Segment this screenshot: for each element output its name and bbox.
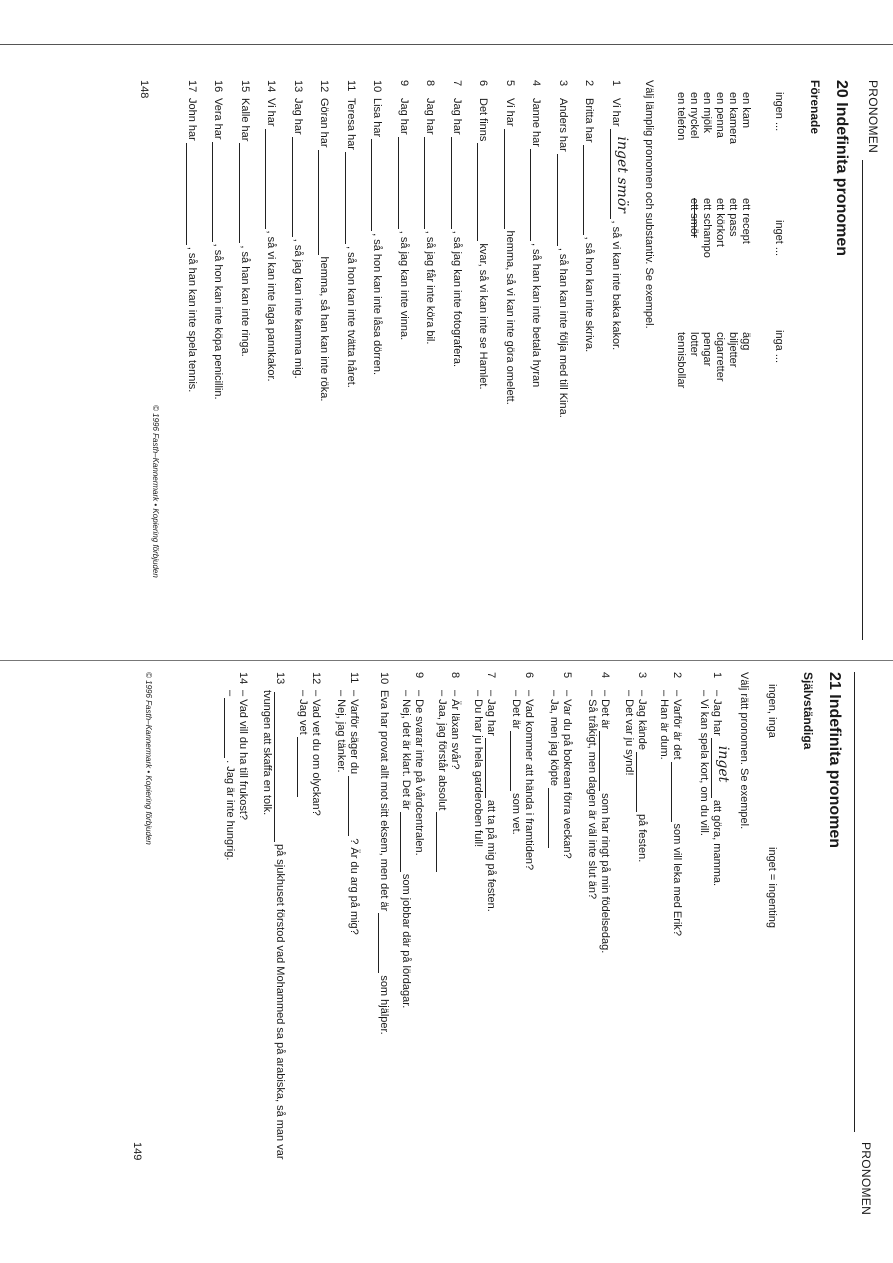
answer-blank[interactable]: [671, 762, 683, 822]
item-number: 12: [318, 80, 331, 93]
item-line-a: – Jag har: [711, 690, 723, 736]
page-148: [60, 80, 880, 640]
item-number: 16: [212, 80, 225, 93]
item-suffix: , så han kan inte ringa.: [239, 245, 251, 357]
answer-blank[interactable]: [510, 731, 522, 791]
item-suffix: , så jag kan inte kamma mig.: [292, 238, 304, 379]
item-line-c: – Jaa, jag förstår absolut: [436, 690, 448, 811]
item-line-c: – Det är: [510, 690, 522, 730]
answer-blank[interactable]: [378, 913, 390, 973]
item-number: 13: [292, 80, 304, 93]
item-number: 8: [449, 672, 461, 679]
item-line-a: – Vad vill du ha till frukost?: [237, 690, 249, 821]
exercise-row: [348, 672, 360, 935]
item-number: 8: [424, 80, 437, 87]
item-line-b: att göra, mamma.: [711, 799, 723, 887]
answer-blank[interactable]: [599, 731, 611, 791]
answer-blank[interactable]: [345, 152, 357, 244]
exercise-row-line2: [335, 672, 347, 773]
item-suffix: , så jag kan inte vinna.: [398, 230, 410, 341]
item-suffix: , så hon kan inte köpa penicillin.: [212, 243, 225, 400]
item-suffix: hemma, så han kan inte röka.: [318, 256, 331, 402]
item-line-b: att ta på mig på festen.: [485, 799, 497, 912]
list-item: en telefon: [675, 92, 687, 141]
item-line-a: – De svarar inte på vårdcentralen.: [413, 690, 425, 856]
item-line-a: – Det är: [599, 690, 611, 730]
item-line-c: – Jag vet: [297, 690, 309, 735]
exercise-row: [345, 80, 357, 388]
item-line-a: – Varför säger du: [348, 690, 360, 775]
item-line-c: – Så tråkigt, men dagen är väl inte slut än?: [586, 690, 598, 900]
noun-list-en: [674, 92, 752, 144]
item-number: 3: [636, 672, 648, 679]
item-number: 17: [186, 80, 198, 93]
item-prefix: Anders har: [557, 98, 569, 152]
item-prefix: Göran har: [318, 98, 331, 148]
item-number: 14: [237, 672, 249, 685]
exercise-row: [237, 672, 249, 820]
exercise-row-line2: [400, 672, 412, 1008]
item-line-a: – Är läxan svår?: [449, 690, 461, 770]
exercise-subtitle: Självständiga: [801, 672, 815, 750]
exercise-row-line2: [698, 672, 710, 836]
item-line-c: – Vi kan spela kort, om du vill.: [698, 690, 710, 836]
exercise-row: [292, 80, 304, 379]
item-line-b: på sjukhuset förstod vad Mohammed sa på arabiska, så man var: [274, 844, 286, 1160]
list-item: cigarretter: [714, 332, 726, 382]
item-number: 4: [599, 672, 611, 679]
list-item: en penna: [714, 92, 726, 138]
answer-blank[interactable]: [348, 776, 360, 836]
exercise-row-line2: [586, 672, 598, 899]
list-item: ett körkort: [714, 198, 726, 247]
answer-blank[interactable]: [274, 692, 286, 842]
answer-blank[interactable]: [239, 143, 251, 243]
item-line-c: – Det var ju synd!: [623, 690, 635, 776]
answer-blank[interactable]: [186, 143, 198, 245]
item-line-b: som vill leka med Erik?: [671, 823, 683, 936]
item-line-c: – Nej, det är klart. Det är: [400, 690, 412, 810]
item-number: 9: [398, 80, 410, 87]
answer-blank[interactable]: [372, 139, 384, 231]
list-item: en kamera: [727, 92, 739, 144]
copyright-footer: © 1996 Fasth–Kannermark • Kopiering förbjuden: [151, 405, 160, 578]
item-prefix: Jag har: [451, 98, 463, 135]
column-head-2: inget ...: [773, 220, 785, 257]
item-number: 15: [239, 80, 251, 93]
answer-blank[interactable]: [451, 137, 463, 229]
item-line-c: – Nej, jag tänker.: [335, 690, 347, 773]
exercise-row-line2: [436, 672, 448, 874]
page-header: PRONOMEN: [859, 1142, 873, 1216]
noun-list-plural: [674, 332, 752, 388]
exercise-row: [413, 672, 425, 856]
exercise-row-line2: [658, 672, 670, 760]
answer-blank[interactable]: [224, 698, 236, 758]
item-prefix: Det finns: [477, 98, 490, 142]
exercise-subtitle: Förenade: [808, 80, 822, 135]
noun-list-ett: [687, 198, 752, 258]
exercise-row-line2: [472, 672, 484, 847]
exercise-row: [372, 80, 384, 375]
exercise-row: [274, 672, 286, 1160]
exercise-row-line2: [297, 672, 309, 799]
list-item: ett recept: [740, 198, 752, 244]
answer-blank[interactable]: [292, 137, 304, 237]
exercise-row: [504, 80, 516, 405]
exercise-row: [610, 80, 630, 351]
item-prefix: John har: [186, 98, 198, 141]
item-number: 3: [557, 80, 569, 87]
exercise-row: [239, 80, 251, 357]
list-item: tennisbollar: [675, 332, 687, 389]
answer-blank[interactable]: [213, 142, 225, 242]
header-rule: [862, 160, 863, 640]
answer-blank[interactable]: [711, 738, 731, 798]
list-item: ett schampo: [701, 198, 713, 258]
handwritten-answer: inget: [715, 745, 731, 783]
exercise-row: [378, 672, 390, 1035]
item-number: 5: [561, 672, 573, 679]
handwritten-answer: inget smör: [614, 136, 630, 213]
answer-blank[interactable]: [636, 752, 648, 812]
exercise-row: [531, 80, 543, 387]
item-prefix: Kalle har: [239, 98, 251, 142]
instruction: Välj lämplig pronomen och substantiv. Se exempel.: [643, 80, 655, 329]
item-line-b: på festen.: [636, 813, 648, 863]
scan-edge-top: [0, 44, 893, 45]
item-line-d: som jobbar där på lördagar.: [400, 873, 412, 1009]
item-suffix: , så vi kan inte laga pannkakor.: [265, 230, 278, 382]
exercise-row: [584, 80, 596, 352]
item-line-c: – Ja, men jag köpte: [548, 690, 560, 787]
exercise-row: [310, 672, 322, 816]
item-prefix: Vi har: [265, 98, 278, 127]
item-number: 9: [413, 672, 425, 679]
item-prefix: Vi har: [504, 98, 516, 127]
item-line-c: tvungen att skaffa en tolk.: [261, 690, 273, 816]
exercise-row-line2: [510, 672, 522, 835]
exercise-row: [266, 80, 278, 382]
exercise-row: [636, 672, 648, 862]
copyright-footer: © 1996 Fasth–Kannermark • Kopiering förbjuden: [144, 672, 153, 845]
item-suffix: , så hon kan inte skriva.: [583, 236, 596, 353]
item-line-c: –: [224, 690, 236, 697]
item-suffix: kvar, så vi kan inte se Hamlet.: [477, 243, 490, 390]
exercise-row: [478, 80, 490, 390]
item-number: 2: [583, 80, 596, 87]
answer-blank[interactable]: [557, 154, 569, 246]
exercise-row: [671, 672, 683, 936]
answer-blank[interactable]: [400, 812, 412, 872]
list-item: en nyckel: [688, 92, 700, 139]
item-line-a: – Vad vet du om olyckan?: [310, 690, 322, 816]
exercise-row: [186, 80, 198, 392]
column-head-3: inga ...: [773, 330, 785, 364]
item-prefix: Teresa har: [345, 98, 357, 150]
item-prefix: Britta har: [583, 98, 596, 143]
column-head-2: inget = ingenting: [766, 847, 778, 929]
exercise-row: [425, 80, 437, 344]
item-line-d: som vet.: [510, 793, 522, 835]
answer-blank[interactable]: [610, 129, 630, 219]
answer-blank[interactable]: [531, 149, 543, 241]
item-suffix: , så jag kan inte fotografera.: [451, 230, 463, 368]
item-number: 6: [523, 672, 535, 679]
exercise-row-line2: [548, 672, 560, 850]
list-item: lotter: [688, 332, 700, 357]
item-prefix: Janne har: [530, 98, 543, 147]
item-line-b: som hjälper.: [378, 975, 390, 1035]
item-line-d: . Jag är inte hungrig.: [224, 760, 236, 861]
item-line-b: ? Är du arg på mig?: [348, 838, 360, 935]
answer-blank[interactable]: [425, 137, 437, 229]
item-suffix: , så han kan inte betala hyran: [530, 242, 543, 388]
item-prefix: Vi har: [610, 98, 622, 127]
item-suffix: , så han kan inte följa med till Kina.: [557, 247, 569, 418]
exercise-title: 20 Indefinita pronomen: [833, 80, 850, 257]
item-number: 12: [310, 672, 322, 685]
list-item: biljetter: [727, 332, 739, 368]
item-number: 1: [711, 672, 723, 679]
item-suffix: , så han kan inte spela tennis.: [186, 246, 198, 393]
item-suffix: , så vi kan inte baka kakor.: [610, 220, 622, 351]
exercise-row: [599, 672, 611, 953]
item-suffix: , så jag får inte köra bil.: [424, 230, 437, 345]
exercise-row: [398, 80, 410, 340]
answer-blank[interactable]: [398, 137, 410, 229]
item-number: 1: [610, 80, 622, 87]
item-line-a: – Vad kommer att hända i framtiden?: [523, 690, 535, 871]
scan-edge-middle: [0, 660, 893, 661]
item-number: 11: [348, 672, 360, 684]
item-line-c: – Du har ju hela garderoben full!: [472, 690, 484, 848]
page-149: [53, 672, 873, 1232]
item-line-a: Eva har provat allt mot sitt eksem, men det är: [378, 690, 390, 912]
item-number: 2: [671, 672, 683, 679]
item-number: 11: [345, 80, 357, 92]
item-number: 14: [265, 80, 278, 93]
item-number: 6: [477, 80, 490, 87]
item-line-a: – Jag kände: [636, 690, 648, 750]
exercise-row: [451, 80, 463, 367]
exercise-row: [523, 672, 535, 870]
exercise-title: 21 Indefinita pronomen: [826, 672, 843, 849]
item-suffix: , så hon kan inte låsa dörren.: [371, 233, 384, 376]
exercise-row-line2: [623, 672, 635, 776]
item-number: 7: [485, 672, 497, 679]
exercise-row-line2: [224, 672, 236, 860]
list-item-crossed: ett smör: [688, 198, 700, 238]
header-rule: [854, 672, 855, 1132]
column-head-1: ingen, inga: [766, 684, 778, 738]
exercise-row: [561, 672, 573, 859]
item-number: 4: [530, 80, 543, 87]
item-prefix: Jag har: [398, 98, 410, 135]
list-item: en kam: [740, 92, 752, 129]
answer-blank[interactable]: [297, 737, 309, 797]
answer-blank[interactable]: [436, 812, 448, 872]
exercise-row: [485, 672, 497, 912]
item-prefix: Vera har: [212, 98, 225, 140]
instruction: Välj rätt pronomen. Se exempel.: [738, 672, 750, 830]
exercise-row: [711, 672, 731, 887]
exercise-row: [213, 80, 225, 400]
item-number: 10: [371, 80, 384, 93]
exercise-row: [319, 80, 331, 401]
list-item: ett pass: [727, 198, 739, 237]
item-number: 10: [378, 672, 390, 685]
list-item: pengar: [701, 332, 713, 367]
item-prefix: Lisa har: [371, 98, 384, 138]
item-prefix: Jag har: [424, 98, 437, 135]
page-number: 149: [131, 1142, 143, 1161]
answer-blank[interactable]: [266, 129, 278, 229]
item-line-b: som har ringt på min födelsedag.: [599, 793, 611, 954]
item-line-a: – Varför är det: [671, 690, 683, 760]
item-line-a: – Jag har: [485, 690, 497, 736]
item-suffix: , så hon kan inte tvätta håret.: [345, 245, 357, 388]
list-item: en mjölk: [701, 92, 713, 133]
list-item: ägg: [740, 332, 752, 351]
item-number: 13: [274, 672, 286, 685]
answer-blank[interactable]: [319, 150, 331, 255]
item-number: 5: [504, 80, 516, 87]
item-prefix: Jag har: [292, 98, 304, 135]
answer-blank[interactable]: [584, 145, 596, 235]
column-head-1: ingen ...: [773, 92, 785, 132]
item-line-c: – Han är dum.: [658, 690, 670, 760]
answer-blank[interactable]: [485, 738, 497, 798]
page-number: 148: [138, 80, 150, 99]
answer-blank[interactable]: [478, 143, 490, 241]
exercise-row: [557, 80, 569, 418]
page-header: PRONOMEN: [866, 80, 880, 154]
answer-blank[interactable]: [504, 129, 516, 229]
item-line-a: – Var du på bokrean förra veckan?: [561, 690, 573, 859]
exercise-row-line2: [261, 672, 273, 815]
item-suffix: hemma, så vi kan inte göra omelett.: [504, 230, 516, 405]
exercise-row: [449, 672, 461, 769]
item-number: 7: [451, 80, 463, 87]
answer-blank[interactable]: [548, 788, 560, 848]
